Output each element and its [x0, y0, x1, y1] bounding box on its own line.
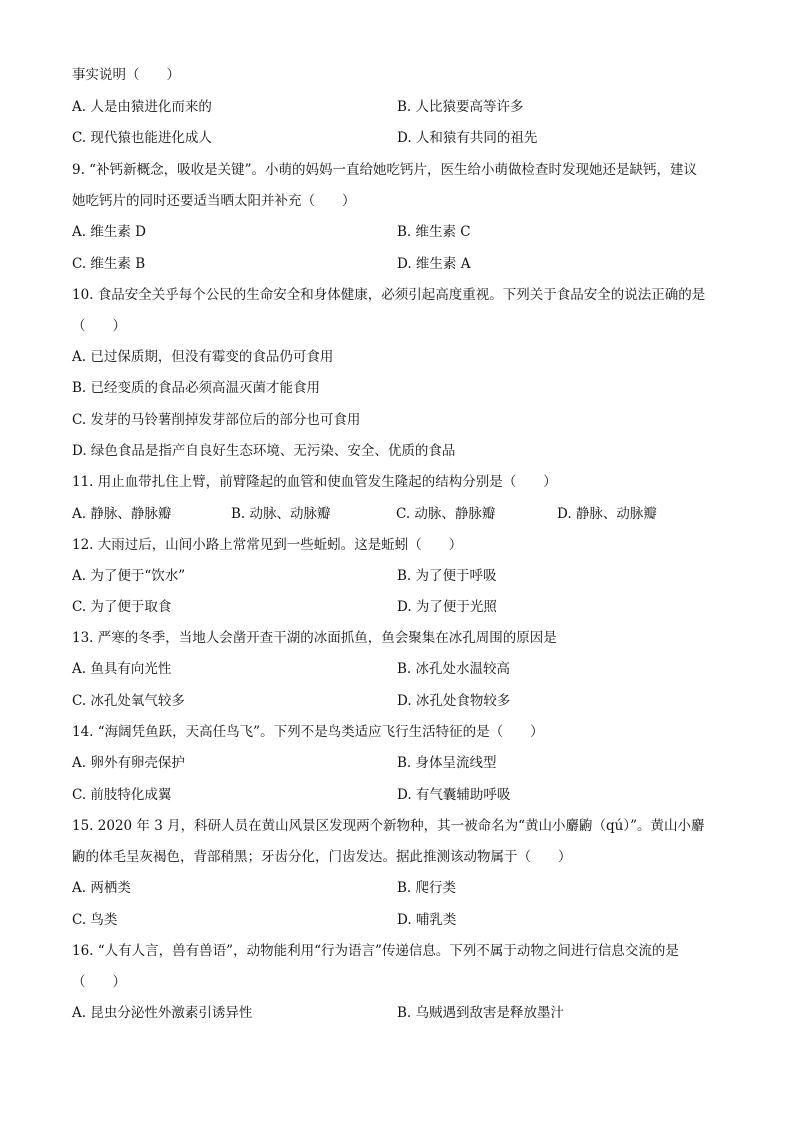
q15-option-c: C. 鸟类	[72, 912, 118, 928]
q14-option-a: A. 卵外有卵壳保护	[72, 755, 185, 771]
q10-option-d: D. 绿色食品是指产自良好生态环境、无污染、安全、优质的食品	[72, 443, 456, 459]
q11-option-a: A. 静脉、静脉瓣	[72, 506, 172, 522]
q12-option-c: C. 为了便于取食	[72, 599, 172, 615]
q10-option-a: A. 已过保质期，但没有霉变的食品仍可食用	[72, 349, 334, 365]
q13-option-b: B. 冰孔处水温较高	[397, 661, 511, 677]
q8-option-d: D. 人和猿有共同的祖先	[397, 130, 538, 146]
q9-stem-cont: 她吃钙片的同时还要适当晒太阳并补充（ ）	[72, 193, 356, 209]
q16-option-b: B. 乌贼遇到敌害是释放墨汁	[397, 1005, 565, 1021]
q15-stem: 15. 2020 年 3 月，科研人员在黄山风景区发现两个新物种，其一被命名为“黄山小麝鼩（qú）”。黄山小麝	[72, 818, 705, 834]
q10-stem-cont: （ ）	[72, 318, 126, 334]
q9-option-d: D. 维生素 A	[397, 256, 471, 272]
q12-option-b: B. 为了便于呼吸	[397, 568, 497, 584]
q12-option-a: A. 为了便于“饮水”	[72, 568, 186, 584]
q14-stem: 14. “海阔凭鱼跃，天高任鸟飞”。下列不是鸟类适应飞行生活特征的是（ ）	[72, 724, 544, 740]
q15-option-b: B. 爬行类	[397, 880, 457, 896]
q13-option-d: D. 冰孔处食物较多	[397, 693, 511, 709]
q16-stem-cont: （ ）	[72, 974, 126, 990]
q12-stem: 12. 大雨过后，山间小路上常常见到一些蚯蚓。这是蚯蚓（ ）	[72, 537, 463, 553]
q11-option-b: B. 动脉、动脉瓣	[231, 506, 331, 522]
q12-option-d: D. 为了便于光照	[397, 599, 497, 615]
q15-option-a: A. 两栖类	[72, 880, 131, 896]
q10-stem: 10. 食品安全关乎每个公民的生命安全和身体健康，必须引起高度重视。下列关于食品安全的说法正确的是	[72, 287, 706, 303]
q11-stem: 11. 用止血带扎住上臂，前臂隆起的血管和使血管发生隆起的结构分别是（ ）	[72, 474, 557, 490]
q13-stem: 13. 严寒的冬季，当地人会凿开查干湖的冰面抓鱼，鱼会聚集在冰孔周围的原因是	[72, 630, 557, 646]
q11-option-c: C. 动脉、静脉瓣	[396, 506, 496, 522]
q8-option-c: C. 现代猿也能进化成人	[72, 130, 212, 146]
q9-stem: 9. “补钙新概念，吸收是关键”。小萌的妈妈一直给她吃钙片，医生给小萌做检查时发现她还是缺钙，建议	[72, 162, 697, 178]
q11-option-d: D. 静脉、动脉瓣	[557, 506, 657, 522]
q13-option-a: A. 鱼具有向光性	[72, 661, 172, 677]
q16-option-a: A. 昆虫分泌性外激素引诱异性	[72, 1005, 253, 1021]
q8-stem-tail: 事实说明（ ）	[72, 67, 180, 83]
q14-option-b: B. 身体呈流线型	[397, 755, 497, 771]
q15-stem-cont: 鼩的体毛呈灰褐色，背部稍黑；牙齿分化，门齿发达。据此推测该动物属于（ ）	[72, 849, 572, 865]
q8-option-b: B. 人比猿要高等许多	[397, 99, 524, 115]
q13-option-c: C. 冰孔处氧气较多	[72, 693, 185, 709]
q9-option-b: B. 维生素 C	[397, 224, 471, 240]
q8-option-a: A. 人是由猿进化而来的	[72, 99, 212, 115]
q9-option-a: A. 维生素 D	[72, 224, 146, 240]
q14-option-d: D. 有气囊辅助呼吸	[397, 787, 511, 803]
q10-option-c: C. 发芽的马铃薯削掉发芽部位后的部分也可食用	[72, 412, 361, 428]
q15-option-d: D. 哺乳类	[397, 912, 457, 928]
q16-stem: 16. “人有人言，兽有兽语”，动物能利用“行为语言”传递信息。下列不属于动物之间进行信息交流的是	[72, 943, 679, 959]
q14-option-c: C. 前肢特化成翼	[72, 787, 172, 803]
q9-option-c: C. 维生素 B	[72, 256, 146, 272]
q10-option-b: B. 已经变质的食品必须高温灭菌才能食用	[72, 380, 321, 396]
